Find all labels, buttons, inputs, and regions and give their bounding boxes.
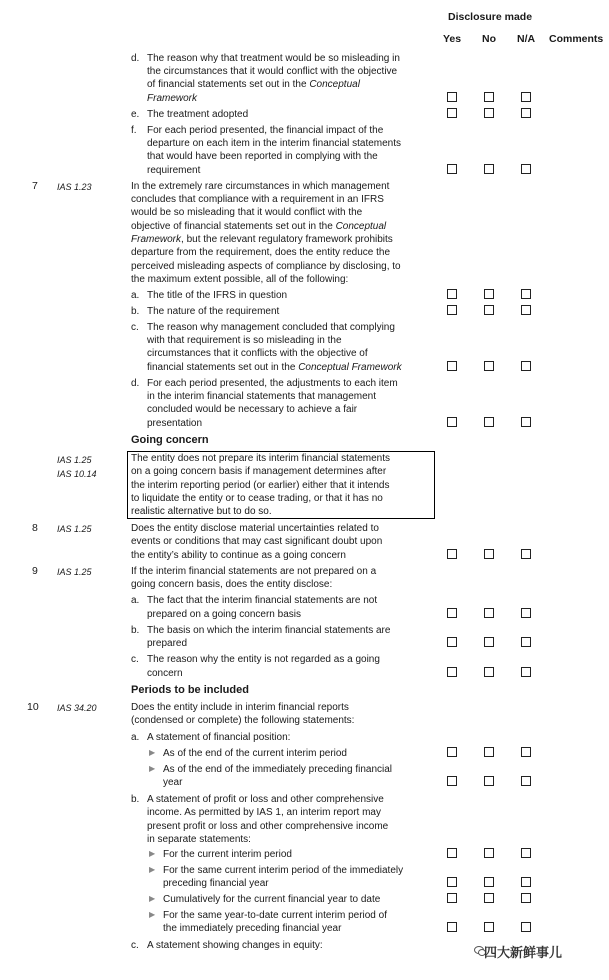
note-text-line: the interim reporting period (or earlier) either that it intends (131, 480, 390, 491)
na-checkbox[interactable] (521, 608, 531, 618)
section-title-periods: Periods to be included (131, 684, 249, 696)
item-label: d. (131, 378, 140, 389)
question-text-line: the maximum extent possible, all of the following: (131, 274, 349, 285)
item-label: b. (131, 625, 140, 636)
item-text-line: The treatment adopted (147, 109, 249, 120)
question-text-line: departure from the requirement, does the entity reduce the (131, 247, 391, 258)
yes-checkbox[interactable] (447, 667, 457, 677)
yes-checkbox[interactable] (447, 637, 457, 647)
yes-checkbox[interactable] (447, 893, 457, 903)
item-label: a. (131, 595, 140, 606)
question-text-line: events or conditions that may cast significant doubt upon (131, 536, 383, 547)
note-text-line: to liquidate the entity or to cease trading, or that it has no (131, 493, 383, 504)
no-checkbox[interactable] (484, 667, 494, 677)
na-checkbox[interactable] (521, 417, 531, 427)
item-text-line: departure on each item in the interim financial statements (147, 138, 402, 149)
no-checkbox[interactable] (484, 848, 494, 858)
question-text-line: objective of financial statements set out in the Conceptual (131, 221, 387, 232)
item-text-line: present profit or loss and other comprehensive income (147, 821, 389, 832)
sub-item-text-line: For the same current interim period of the immediately (163, 865, 404, 876)
yes-checkbox[interactable] (447, 877, 457, 887)
na-checkbox[interactable] (521, 289, 531, 299)
item-text-line: The basis on which the interim financial statements are (147, 625, 391, 636)
bullet-arrow-icon: ▶ (149, 748, 156, 757)
no-checkbox[interactable] (484, 361, 494, 371)
item-text-line: requirement (147, 165, 201, 176)
na-column-header: N/A (517, 33, 536, 45)
bullet-arrow-icon: ▶ (149, 865, 156, 874)
section-title-going-concern: Going concern (131, 434, 209, 446)
question-number: 9 (32, 565, 38, 577)
note-text-line: on a going concern basis if management determines after (131, 466, 387, 477)
yes-checkbox[interactable] (447, 108, 457, 118)
question-text-line: (condensed or complete) the following statements: (131, 715, 355, 726)
item-text-line: A statement showing changes in equity: (147, 940, 323, 951)
standard-reference: IAS 1.25 (57, 567, 92, 577)
item-label: a. (131, 732, 140, 743)
question-text-line: Does the entity include in interim financial reports (131, 702, 349, 713)
item-label: a. (131, 290, 140, 301)
standard-reference: IAS 1.25 (57, 524, 92, 534)
item-label: f. (131, 125, 137, 136)
question-number: 10 (27, 701, 39, 713)
no-checkbox[interactable] (484, 549, 494, 559)
no-checkbox[interactable] (484, 164, 494, 174)
watermark: 四大新鲜事儿 (484, 945, 563, 960)
yes-column-header: Yes (443, 33, 462, 45)
question-number: 7 (32, 180, 38, 192)
item-text-line: The nature of the requirement (147, 306, 280, 317)
sub-item-text-line: As of the end of the immediately preceding financial (163, 764, 393, 775)
item-text-line: prepared (147, 638, 188, 649)
na-checkbox[interactable] (521, 108, 531, 118)
bullet-arrow-icon: ▶ (149, 894, 156, 903)
na-checkbox[interactable] (521, 667, 531, 677)
sub-item-text-line: For the same year-to-date current interim period of (163, 910, 387, 921)
item-label: b. (131, 306, 140, 317)
disclosure-made-header: Disclosure made (448, 11, 533, 23)
no-checkbox[interactable] (484, 776, 494, 786)
item-text-line: The title of the IFRS in question (147, 290, 288, 301)
sub-item-text-line: the immediately preceding financial year (163, 923, 342, 934)
comments-column-header: Comments (549, 33, 604, 45)
standard-reference: IAS 10.14 (57, 469, 97, 479)
item-text-line: the circumstances that it would conflict with the objective (147, 66, 398, 77)
yes-checkbox[interactable] (447, 361, 457, 371)
question-text-line: In the extremely rare circumstances in which management (131, 181, 390, 192)
yes-checkbox[interactable] (447, 848, 457, 858)
na-checkbox[interactable] (521, 305, 531, 315)
standard-reference: IAS 1.23 (57, 182, 92, 192)
item-text-line: financial statements set out in the Conceptual Framework (147, 362, 402, 373)
item-text-line: The reason why that treatment would be so misleading in (147, 53, 400, 64)
na-checkbox[interactable] (521, 747, 531, 757)
item-label: b. (131, 794, 140, 805)
item-text-line: The reason why management concluded that complying (147, 322, 395, 333)
item-label: c. (131, 654, 139, 665)
question-number: 8 (32, 522, 38, 534)
standard-reference: IAS 34.20 (57, 703, 97, 713)
bullet-arrow-icon: ▶ (149, 764, 156, 773)
bullet-arrow-icon: ▶ (149, 849, 156, 858)
item-text-line: For each period presented, the adjustments to each item (147, 378, 398, 389)
sub-item-text-line: As of the end of the current interim period (163, 748, 347, 759)
item-text-line: Framework (147, 93, 198, 104)
no-checkbox[interactable] (484, 922, 494, 932)
no-checkbox[interactable] (484, 108, 494, 118)
sub-item-text-line: preceding financial year (163, 878, 269, 889)
na-checkbox[interactable] (521, 164, 531, 174)
yes-checkbox[interactable] (447, 549, 457, 559)
yes-checkbox[interactable] (447, 305, 457, 315)
no-checkbox[interactable] (484, 417, 494, 427)
note-text-line: The entity does not prepare its interim financial statements (131, 453, 391, 464)
item-text-line: in separate statements: (147, 834, 251, 845)
yes-checkbox[interactable] (447, 164, 457, 174)
yes-checkbox[interactable] (447, 608, 457, 618)
no-checkbox[interactable] (484, 747, 494, 757)
na-checkbox[interactable] (521, 922, 531, 932)
na-checkbox[interactable] (521, 848, 531, 858)
no-checkbox[interactable] (484, 92, 494, 102)
item-text-line: A statement of profit or loss and other comprehensive (147, 794, 384, 805)
no-checkbox[interactable] (484, 289, 494, 299)
yes-checkbox[interactable] (447, 922, 457, 932)
question-text-line: If the interim financial statements are not prepared on a (131, 566, 377, 577)
question-text-line: would be so misleading that it would conflict with the (131, 207, 363, 218)
item-text-line: circumstances that it conflicts with the objective of (147, 348, 368, 359)
na-checkbox[interactable] (521, 893, 531, 903)
yes-checkbox[interactable] (447, 92, 457, 102)
na-checkbox[interactable] (521, 877, 531, 887)
item-text-line: For each period presented, the financial impact of the (147, 125, 384, 136)
no-checkbox[interactable] (484, 305, 494, 315)
item-text-line: concern (147, 668, 183, 679)
note-text-line: realistic alternative but to do so. (131, 506, 272, 517)
yes-checkbox[interactable] (447, 289, 457, 299)
no-column-header: No (482, 33, 496, 45)
yes-checkbox[interactable] (447, 417, 457, 427)
no-checkbox[interactable] (484, 893, 494, 903)
no-checkbox[interactable] (484, 877, 494, 887)
sub-item-text-line: year (163, 777, 183, 788)
bullet-arrow-icon: ▶ (149, 910, 156, 919)
question-text-line: Framework, but the relevant regulatory framework prohibits (131, 234, 393, 245)
item-label: c. (131, 322, 139, 333)
yes-checkbox[interactable] (447, 747, 457, 757)
item-text-line: The fact that the interim financial statements are not (147, 595, 378, 606)
item-text-line: The reason why the entity is not regarded as a going (147, 654, 380, 665)
question-text-line: perceived misleading aspects of compliance by disclosing, to (131, 261, 401, 272)
na-checkbox[interactable] (521, 776, 531, 786)
na-checkbox[interactable] (521, 92, 531, 102)
sub-item-text-line: Cumulatively for the current financial year to date (163, 894, 381, 905)
question-text-line: concludes that compliance with a requirement in an IFRS (131, 194, 384, 205)
sub-item-text-line: For the current interim period (163, 849, 292, 860)
na-checkbox[interactable] (521, 361, 531, 371)
item-text-line: in the interim financial statements that management (147, 391, 377, 402)
item-text-line: income. As permitted by IAS 1, an interim report may (147, 807, 381, 818)
no-checkbox[interactable] (484, 608, 494, 618)
na-checkbox[interactable] (521, 637, 531, 647)
item-label: d. (131, 53, 140, 64)
item-label: c. (131, 940, 139, 951)
item-text-line: prepared on a going concern basis (147, 609, 301, 620)
question-text-line: the entity’s ability to continue as a going concern (131, 550, 346, 561)
item-text-line: A statement of financial position: (147, 732, 291, 743)
item-label: e. (131, 109, 140, 120)
yes-checkbox[interactable] (447, 776, 457, 786)
item-text-line: with that requirement is so misleading in the (147, 335, 342, 346)
question-text-line: Does the entity disclose material uncertainties related to (131, 523, 379, 534)
item-text-line: concluded would be necessary to achieve a fair (147, 404, 358, 415)
item-text-line: presentation (147, 418, 203, 429)
no-checkbox[interactable] (484, 637, 494, 647)
na-checkbox[interactable] (521, 549, 531, 559)
item-text-line: that would have been reported in complying with the (147, 151, 378, 162)
item-text-line: of financial statements set out in the Conceptual (147, 79, 360, 90)
standard-reference: IAS 1.25 (57, 455, 92, 465)
question-text-line: going concern basis, does the entity disclose: (131, 579, 333, 590)
